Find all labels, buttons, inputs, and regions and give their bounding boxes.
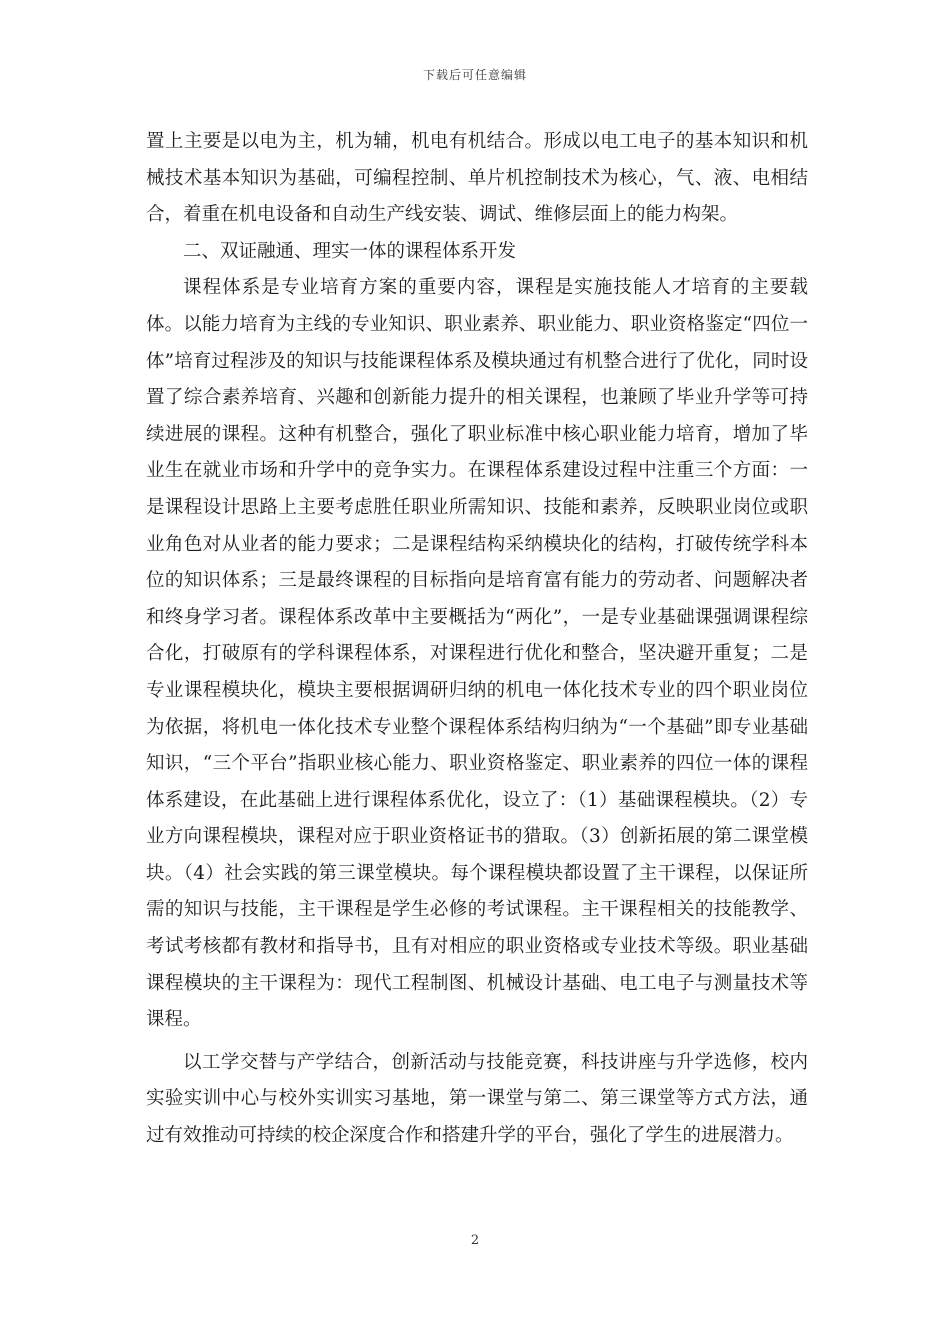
page-header: 下载后可任意编辑 xyxy=(422,68,527,82)
paragraph-curriculum-system: 课程体系是专业培育方案的重要内容，课程是实施技能人才培育的主要载体。以能力培育为主线的专业知识、职业素养、职业能力、职业资格鉴定“四位一体”培育过程涉及的知识与技能课程体系及模块通过有机整合进行了优化，同时设置了综合素养培育、兴趣和创新能力提升的相关课程，也兼顾了毕业升学等可持续进展的课程。这种有机整合，强化了职业标准中核心职业能力培育，增加了毕业生在就业市场和升学中的竞争实力。在课程体系建设过程中注重三个方面：一是课程设计思路上主要考虑胜任职业所需知识、技能和素养，反映职业岗位或职业角色对从业者的能力要求；二是课程结构采纳模块化的结构，打破传统学科本位的知识体系；三是最终课程的目标指向是培育富有能力的劳动者、问题解决者和终身学习者。课程体系改革中主要概括为“两化”，一是专业基础课强调课程综合化，打破原有的学科课程体系，对课程进行优化和整合，坚决避开重复；二是专业课程模块化，模块主要根据调研归纳的机电一体化技术专业的四个职业岗位为依据，将机电一体化技术专业整个课程体系结构归纳为“一个基础”即专业基础知识，“三个平台”指职业核心能力、职业资格鉴定、职业素养的四位一体的课程体系建设，在此基础上进行课程体系优化，设立了：（1）基础课程模块。（2）专业方向课程模块，课程对应于职业资格证书的猎取。（3）创新拓展的第二课堂模块。（4）社会实践的第三课堂模块。每个课程模块都设置了主干课程，以保证所需的知识与技能，主干课程是学生必修的考试课程。主干课程相关的技能教学、考试考核都有教材和指导书，且有对相应的职业资格或专业技术等级。职业基础课程模块的主干课程为：现代工程制图、机械设计基础、电工电子与测量技术等课程。 xyxy=(146,277,808,1031)
page-number: 2 xyxy=(470,1233,480,1248)
section-heading: 二、双证融通、理实一体的课程体系开发 xyxy=(183,240,517,262)
document-body xyxy=(146,124,808,1155)
paragraph-work-study: 以工学交替与产学结合，创新活动与技能竞赛，科技讲座与升学选修，校内实验实训中心与校外实训实习基地，第一课堂与第二、第三课堂等方式方法，通过有效推动可持续的校企深度合作和搭建升学的平台，强化了学生的进展潜力。 xyxy=(146,1051,808,1147)
paragraph-continued: 置上主要是以电为主，机为辅，机电有机结合。形成以电工电子的基本知识和机械技术基本知识为基础，可编程控制、单片机控制技术为核心，气、液、电相结合，着重在机电设备和自动生产线安装、调试、维修层面上的能力构架。 xyxy=(146,131,808,226)
